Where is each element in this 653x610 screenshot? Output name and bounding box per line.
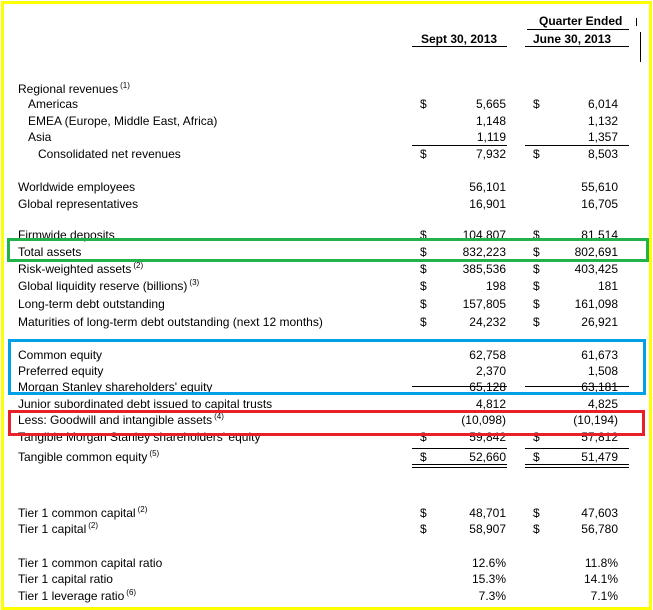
footnote-marker: (2)	[88, 521, 99, 530]
value-col1: 65,128	[469, 380, 506, 394]
row-label	[18, 180, 135, 194]
value-col2: 1,508	[587, 364, 618, 378]
value-col2: 81,514	[581, 228, 618, 242]
row-label-text: Americas	[28, 97, 79, 111]
header-rule-col2	[525, 46, 629, 47]
row-label-text: Regional revenues	[18, 82, 119, 96]
row-label-text: Tangible common equity	[18, 450, 148, 464]
value-col1: 48,701	[469, 506, 506, 520]
row-label	[18, 279, 199, 293]
row-label-text: Junior subordinated debt issued to capital trusts	[18, 397, 273, 411]
highlight-box-green	[7, 238, 649, 262]
row-label-text: Tangible Morgan Stanley shareholders' equity	[18, 430, 261, 444]
dollar-sign-col1: $	[420, 430, 427, 444]
highlight-box-blue	[8, 339, 646, 395]
value-col2: 63,181	[581, 380, 618, 394]
dollar-sign-col1: $	[420, 297, 427, 311]
value-col2: 6,014	[587, 97, 618, 111]
value-col2: (10,194)	[573, 413, 618, 427]
dollar-sign-col2: $	[533, 522, 540, 536]
row-label-text: Tier 1 common capital ratio	[18, 556, 163, 570]
value-col1: 62,758	[469, 348, 506, 362]
row-label-text: Preferred equity	[18, 364, 104, 378]
value-col1: 56,101	[469, 180, 506, 194]
value-col2: 56,780	[581, 522, 618, 536]
row-label	[18, 397, 272, 411]
dollar-sign-col2: $	[533, 506, 540, 520]
value-col1: 24,232	[469, 315, 506, 329]
row-label-text: Morgan Stanley shareholders' equity	[18, 380, 213, 394]
value-col1: 59,842	[469, 430, 506, 444]
dollar-sign-col1: $	[420, 262, 427, 276]
value-col2: 47,603	[581, 506, 618, 520]
dollar-sign-col2: $	[533, 297, 540, 311]
value-col2: 61,673	[581, 348, 618, 362]
value-col1: 52,660	[469, 450, 506, 464]
column-header-june: June 30, 2013	[533, 32, 612, 46]
row-label	[18, 572, 113, 586]
row-label	[38, 147, 181, 161]
value-col1: 58,907	[469, 522, 506, 536]
row-label-text: Maturities of long-term debt outstanding (next 12 months)	[18, 315, 323, 329]
value-col1: 16,901	[469, 197, 506, 211]
dollar-sign-col2: $	[533, 430, 540, 444]
row-label	[18, 262, 143, 276]
row-label	[18, 315, 323, 329]
row-label-text: Less: Goodwill and intangible assets	[18, 413, 213, 427]
dollar-sign-col1: $	[420, 245, 427, 259]
footnote-marker: (2)	[133, 261, 144, 270]
dollar-sign-col1: $	[420, 97, 427, 111]
value-col1: 7.3%	[478, 589, 506, 603]
value-col1: 5,665	[475, 97, 506, 111]
double-rule	[412, 464, 507, 468]
row-label	[18, 522, 98, 536]
subtotal-rule	[525, 145, 629, 146]
header-rule-col1	[412, 46, 507, 47]
row-label-text: Global liquidity reserve (billions)	[18, 279, 188, 293]
row-label	[18, 197, 138, 211]
value-col2: 8,503	[587, 147, 618, 161]
value-col2: 51,479	[581, 450, 618, 464]
total-rule	[412, 448, 507, 449]
value-col2: 181	[597, 279, 618, 293]
footnote-marker: (2)	[137, 505, 148, 514]
row-label-text: Long-term debt outstanding	[18, 297, 165, 311]
footnote-marker: (4)	[214, 412, 224, 421]
dollar-sign-col2: $	[533, 279, 540, 293]
dollar-sign-col1: $	[420, 315, 427, 329]
value-col1: 15.3%	[471, 572, 506, 586]
footnote-marker: (6)	[126, 588, 137, 597]
row-label	[28, 97, 78, 111]
value-col1: 832,223	[462, 245, 506, 259]
value-col2: 55,610	[581, 180, 618, 194]
value-col1: 12.6%	[471, 556, 506, 570]
row-label	[18, 450, 159, 464]
total-rule	[525, 448, 629, 449]
quarter-ended-header: Quarter Ended	[539, 14, 623, 28]
dollar-sign-col2: $	[533, 147, 540, 161]
dollar-sign-col2: $	[533, 315, 540, 329]
value-col2: 16,705	[581, 197, 618, 211]
value-col2: 1,132	[587, 114, 618, 128]
row-label-text: Tier 1 leverage ratio	[18, 589, 125, 603]
value-col2: 26,921	[581, 315, 618, 329]
dollar-sign-col2: $	[533, 228, 540, 242]
value-col2: 161,098	[574, 297, 618, 311]
row-label-text: Firmwide deposits	[18, 228, 115, 242]
value-col2: 802,691	[574, 245, 618, 259]
value-col2: 57,812	[581, 430, 618, 444]
footnote-marker: (5)	[149, 449, 160, 458]
dollar-sign-col1: $	[420, 450, 427, 464]
row-label-text: Tier 1 capital	[18, 522, 87, 536]
row-label-text: Asia	[28, 130, 52, 144]
highlight-box-red	[8, 410, 645, 436]
value-col1: 2,370	[475, 364, 506, 378]
dollar-sign-col2: $	[533, 262, 540, 276]
row-label-text: Tier 1 common capital	[18, 506, 136, 520]
row-label-text: Common equity	[18, 348, 103, 362]
header-rule-group	[527, 29, 629, 30]
row-label-text: EMEA (Europe, Middle East, Africa)	[28, 114, 218, 128]
value-col1: 4,812	[475, 397, 506, 411]
value-col1: 1,119	[476, 130, 506, 144]
row-label	[18, 297, 165, 311]
edge-tick	[640, 32, 641, 62]
row-label-text: Risk-weighted assets	[18, 262, 132, 276]
value-col1: 104,807	[462, 228, 506, 242]
footnote-marker: (3)	[189, 278, 200, 287]
row-label	[28, 130, 51, 144]
row-label	[18, 506, 147, 520]
value-col2: 11.8%	[584, 556, 618, 570]
row-label	[18, 589, 136, 603]
dollar-sign-col1: $	[420, 228, 427, 242]
value-col1: 198	[485, 279, 506, 293]
dollar-sign-col1: $	[420, 522, 427, 536]
dollar-sign-col2: $	[533, 450, 540, 464]
edge-tick-top	[636, 18, 637, 26]
footnote-marker: (1)	[120, 81, 130, 90]
row-label-text: Tier 1 capital ratio	[18, 572, 113, 586]
dollar-sign-col2: $	[533, 97, 540, 111]
double-rule	[525, 464, 629, 468]
row-label-text: Worldwide employees	[18, 180, 136, 194]
value-col2: 1,357	[587, 130, 618, 144]
value-col2: 403,425	[574, 262, 618, 276]
value-col1: 1,148	[475, 114, 506, 128]
value-col2: 4,825	[587, 397, 618, 411]
row-label-text: Total assets	[18, 245, 82, 259]
dollar-sign-col2: $	[533, 245, 540, 259]
value-col1: (10,098)	[461, 413, 506, 427]
row-label	[18, 82, 130, 96]
value-col1: 385,536	[462, 262, 506, 276]
dollar-sign-col1: $	[420, 506, 427, 520]
row-label	[28, 114, 217, 128]
dollar-sign-col1: $	[420, 279, 427, 293]
row-label-text: Consolidated net revenues	[38, 147, 181, 161]
column-header-sept: Sept 30, 2013	[421, 32, 498, 46]
row-label	[18, 556, 162, 570]
subtotal-rule	[412, 145, 507, 146]
value-col2: 14.1%	[583, 572, 618, 586]
row-label-text: Global representatives	[18, 197, 139, 211]
dollar-sign-col1: $	[420, 147, 427, 161]
value-col1: 157,805	[462, 297, 506, 311]
value-col1: 7,932	[475, 147, 506, 161]
value-col2: 7.1%	[590, 589, 618, 603]
